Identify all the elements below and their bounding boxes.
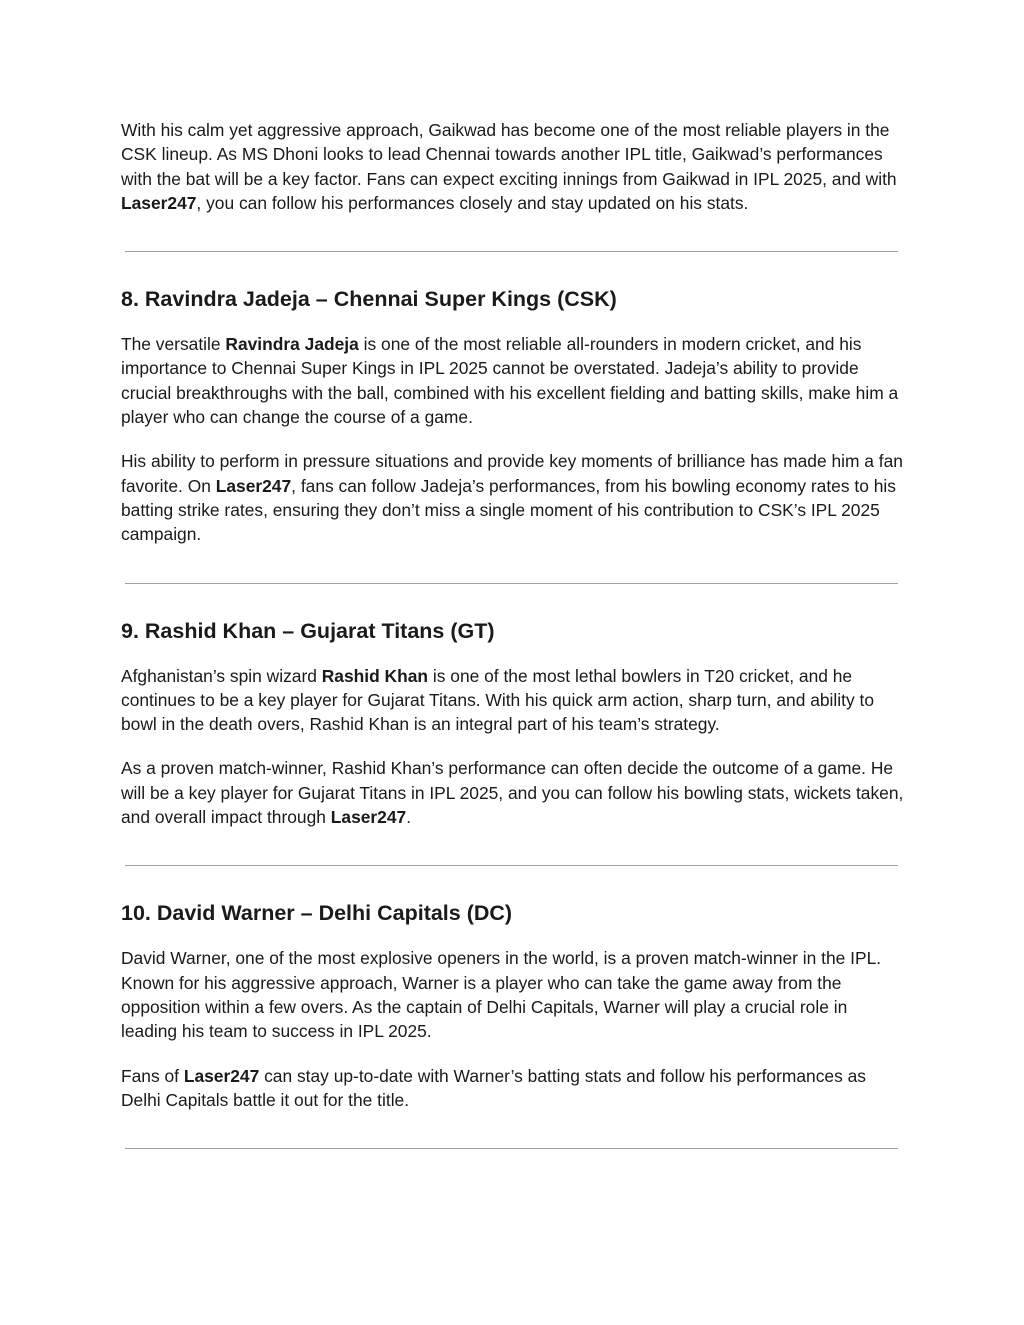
section-divider	[125, 251, 898, 252]
article-body	[121, 118, 907, 1149]
rashid-paragraph-1: Afghanistan’s spin wizard Rashid Khan is one of the most lethal bowlers in T20 cricket, and he continues to be a key player for Gujarat Titans. With his quick arm action, sharp turn, and ability to bowl in the death overs, Rashid Khan is an integral part of his team’s strategy.	[121, 665, 874, 735]
player-name-jadeja: Ravindra Jadeja	[225, 334, 359, 355]
player-name-rashid: Rashid Khan	[321, 665, 429, 686]
section-heading-warner: 10. David Warner – Delhi Capitals (DC)	[121, 901, 513, 926]
section-divider	[125, 1148, 898, 1149]
laser247-brand: Laser247	[330, 807, 407, 828]
section-heading-rashid: 9. Rashid Khan – Gujarat Titans (GT)	[121, 618, 495, 643]
section-divider	[125, 865, 898, 866]
jadeja-paragraph-2: His ability to perform in pressure situations and provide key moments of brilliance has made him a fan favorite. On Laser247, fans can follow Jadeja’s performances, from his bowling economy rates to his batting strike rates, ensuring they don’t miss a single moment of his contribution to CSK’s IPL 2025 campaign.	[121, 451, 903, 545]
laser247-brand: Laser247	[215, 475, 292, 496]
laser247-brand: Laser247	[183, 1065, 260, 1086]
warner-paragraph-2: Fans of Laser247 can stay up-to-date with Warner’s batting stats and follow his performances as Delhi Capitals battle it out for the title.	[121, 1065, 866, 1110]
section-divider	[125, 583, 898, 584]
laser247-brand: Laser247	[121, 192, 197, 213]
jadeja-paragraph-1: The versatile Ravindra Jadeja is one of the most reliable all-rounders in modern cricket, and his importance to Chennai Super Kings in IPL 2025 cannot be overstated. Jadeja’s ability to provide crucial breakthroughs with the ball, combined with his excellent fielding and batting skills, make him a player who can change the course of a game.	[121, 334, 899, 428]
section-heading-jadeja: 8. Ravindra Jadeja – Chennai Super Kings (CSK)	[121, 287, 617, 312]
warner-paragraph-1: David Warner, one of the most explosive openers in the world, is a proven match-winner in the IPL. Known for his aggressive approach, Warner is a player who can take the game away from the opposition within a few overs. As the captain of Delhi Capitals, Warner will play a crucial role in leading his team to success in IPL 2025.	[121, 948, 882, 1042]
intro-paragraph: With his calm yet aggressive approach, Gaikwad has become one of the most reliable players in the CSK lineup. As MS Dhoni looks to lead Chennai towards another IPL title, Gaikwad’s performances with the bat will be a key factor. Fans can expect exciting innings from Gaikwad in IPL 2025, and with Laser247, you can follow his performances closely and stay updated on his stats.	[121, 120, 897, 213]
rashid-paragraph-2: As a proven match-winner, Rashid Khan’s performance can often decide the outcome of a game. He will be a key player for Gujarat Titans in IPL 2025, and you can follow his bowling stats, wickets taken, and overall impact through Laser247.	[121, 758, 904, 828]
